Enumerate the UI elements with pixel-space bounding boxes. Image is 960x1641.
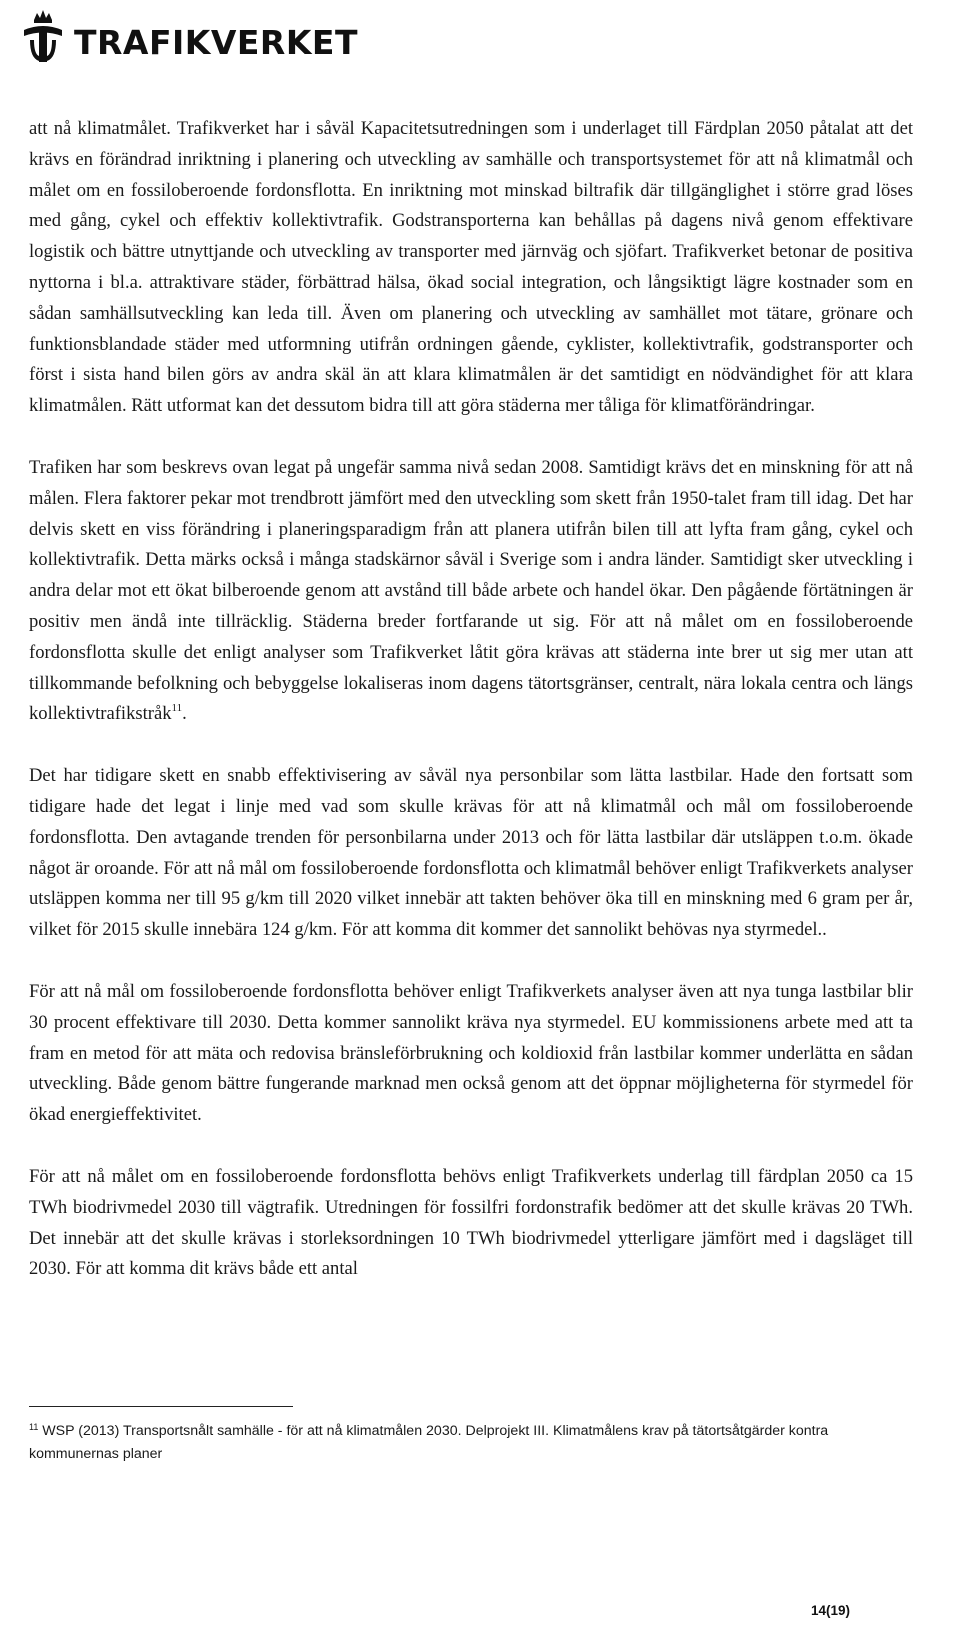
footnote-number: 11 — [29, 1422, 39, 1432]
paragraph: Trafiken har som beskrevs ovan legat på ungefär samma nivå sedan 2008. Samtidigt krävs det en minskning för att nå målen. Flera faktorer pekar mot trendbrott jämfört med den utveckling som skett från 1950-talet fram till idag. Det har delvis skett en viss förändring i planeringsparadigm från att planera utifrån bilen till att lyfta fram gång, cykel och kollektivtrafik. Detta märks också i många stadskärnor såväl i Sverige som i andra länder. Samtidigt sker utveckling i andra delar mot ett ökat bilberoende genom att avstånd till både arbete och handel ökar. Den pågående förtätningen är positiv men ändå inte tillräcklig. Städerna breder fortfarande ut sig. För att nå målet om en fossiloberoende fordonsflotta skulle det enligt analyser som Trafikverket låtit göra krävas att städerna inte brer ut sig mer utan att tillkommande befolkning och bebyggelse lokaliseras inom dagens tätortsgränser, centralt, nära lokala centra och längs kollektivtrafikstråk$^{11}$. — [29, 456, 913, 725]
paragraph: För att nå målet om en fossiloberoende fordonsflotta behövs enligt Trafikverkets underlag till färdplan 2050 ca 15 TWh biodrivmedel 2030 till vägtrafik. Utredningen för fossilfri fordonstrafik bedömer att det skulle krävas 20 TWh. Det innebär att det skulle krävas i storleksordningen 10 TWh biodrivmedel ytterligare jämfört med i dagsläget till 2030. För att komma dit krävs både ett antal — [29, 1165, 913, 1280]
footnote-text: WSP (2013) Transportsnålt samhälle - för att nå klimatmålen 2030. Delprojekt III. Klimatmålens krav på tätortsåtgärder kontra kommunernas planer — [29, 1423, 829, 1462]
trafikverket-logo — [20, 6, 358, 66]
footnote-reference: 11 — [171, 702, 183, 715]
paragraph: För att nå mål om fossiloberoende fordonsflotta behöver enligt Trafikverkets analyser även att nya tunga lastbilar blir 30 procent effektivare till 2030. Detta kommer sannolikt kräva nya styrmedel. EU kommissionens arbete med att ta fram en metod för att mäta och redovisa bränsleförbrukning och koldioxid från lastbilar kommer underlätta en sådan utveckling. Både genom bättre fungerande marknad men också genom att det öppnar möjligheterna för styrmedel för ökad energieffektivitet. — [29, 980, 913, 1126]
paragraph-text: Trafiken har som beskrevs ovan legat på ungefär samma nivå sedan 2008. Samtidigt krävs det en minskning för att nå målen. Flera faktorer pekar mot trendbrott jämfört med den utveckling som skett från 1950-talet fram till idag. Det har delvis skett en viss förändring i planeringsparadigm från att planera utifrån bilen till att lyfta fram gång, cykel och kollektivtrafik. Detta märks också i många stadskärnor såväl i Sverige som i andra länder. Samtidigt sker utveckling i andra delar mot ett ökat bilberoende genom att avstånd till både arbete och handel ökar. Den pågående förtätningen är positiv men ändå inte tillräcklig. Städerna breder fortfarande ut sig. För att nå målet om en fossiloberoende fordonsflotta skulle det enligt analyser som Trafikverket låtit göra krävas att städerna inte brer ut sig mer utan att tillkommande befolkning och bebyggelse lokaliseras inom dagens tätortsgränser, centralt, nära lokala centra och längs kollektivtrafikstråk — [29, 456, 913, 725]
logo-wordmark: TRAFIKVERKET — [74, 22, 358, 62]
footnote — [29, 1420, 913, 1466]
body-text — [29, 114, 913, 1285]
paragraph: att nå klimatmålet. Trafikverket har i såväl Kapacitetsutredningen som i underlaget till Färdplan 2050 påtalat att det krävs en förändrad inriktning i planering och utveckling av samhälle och transportsystemet för att nå klimatmål och målet om en fossiloberoende fordonsflotta. En inriktning mot minskad biltrafik där tillgänglighet i större grad löses med gång, cykel och effektiv kollektivtrafik. Godstransporterna kan behållas på dagens nivå genom effektivare logistik och bättre utnyttjande och utveckling av transporter med järnväg och sjöfart. Trafikverket betonar de positiva nyttorna i bl.a. attraktivare städer, förbättrad hälsa, ökad social integration, och långsiktigt lägre kostnader som en sådan samhällsutveckling kan leda till. Även om planering och utveckling av samhället mot tätare, grönare och funktionsblandade städer med utformning utifrån ordningen gående, cyklister, kollektivtrafik, godstransporter och först i sista hand bilen görs av andra skäl än att klara klimatmålen är det samtidigt en nödvändighet för att klara klimatmålen. Rätt utformat kan det dessutom bidra till att göra städerna mer tåliga för klimatförändringar. — [29, 118, 913, 417]
page-number: 14(19) — [810, 1603, 850, 1618]
crown-emblem-icon — [20, 6, 66, 66]
footnote-divider — [29, 1406, 293, 1407]
paragraph: Det har tidigare skett en snabb effektivisering av såväl nya personbilar som lätta lastbilar. Hade den fortsatt som tidigare hade det legat i linje med vad som skulle krävas för att nå klimatmål och mål om fossiloberoende fordonsflotta. Den avtagande trenden för personbilarna under 2013 och för lätta lastbilar där utsläppen t.o.m. ökade något är oroande. För att nå mål om fossiloberoende fordonsflotta och klimatmål behöver enligt Trafikverkets analyser utsläppen komma ner till 95 g/km till 2020 vilket innebär att takten behöver öka till en minskning med 6 gram per år, vilket för 2015 skulle innebära 124 g/km. För att komma dit kommer det sannolikt behövas nya styrmedel.. — [29, 765, 913, 941]
